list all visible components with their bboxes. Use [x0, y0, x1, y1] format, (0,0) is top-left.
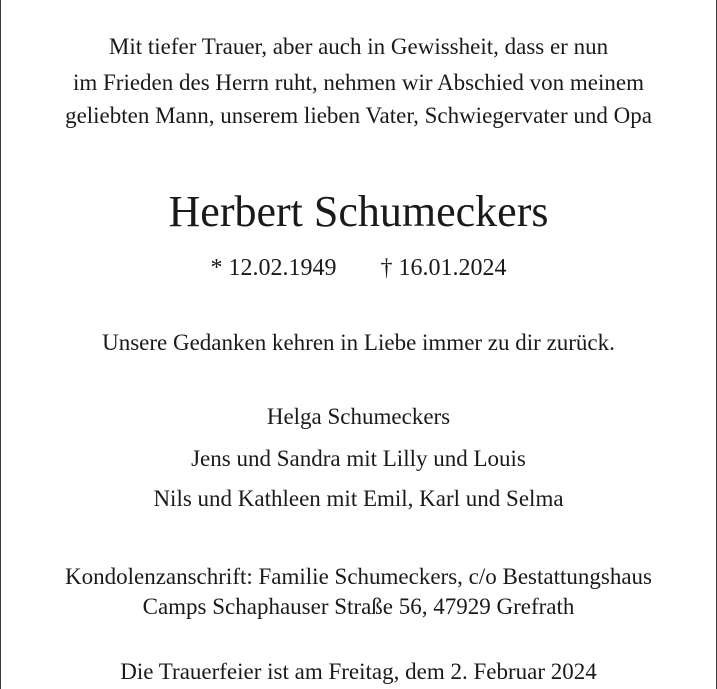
- funeral-info-line: Die Trauerfeier ist am Freitag, dem 2. Februar 2024: [120, 659, 597, 684]
- life-dates: [0, 253, 717, 283]
- birth-date: * 12.02.1949: [210, 255, 337, 281]
- intro-line-2: im Frieden des Herrn ruht, nehmen wir Abschied von meinem: [72, 70, 645, 95]
- intro-line-3: geliebten Mann, unserem lieben Vater, Schwiegervater und Opa: [65, 103, 652, 128]
- deceased-name: Herbert Schumeckers: [168, 187, 549, 236]
- death-date: † 16.01.2024: [380, 255, 507, 281]
- mourner-line: Helga Schumeckers: [266, 404, 451, 429]
- intro-line-1: Mit tiefer Trauer, aber auch in Gewissheit, dass er nun: [108, 34, 609, 59]
- mourner-line: Jens und Sandra mit Lilly und Louis: [191, 446, 526, 471]
- condolence-address-line-2: Camps Schaphauser Straße 56, 47929 Grefrath: [142, 594, 575, 619]
- memorial-quote: Unsere Gedanken kehren in Liebe immer zu dir zurück.: [102, 330, 615, 355]
- mourner-line: Nils und Kathleen mit Emil, Karl und Selma: [153, 486, 564, 511]
- condolence-address-line-1: Kondolenzanschrift: Familie Schumeckers, c/o Bestattungshaus: [64, 564, 652, 589]
